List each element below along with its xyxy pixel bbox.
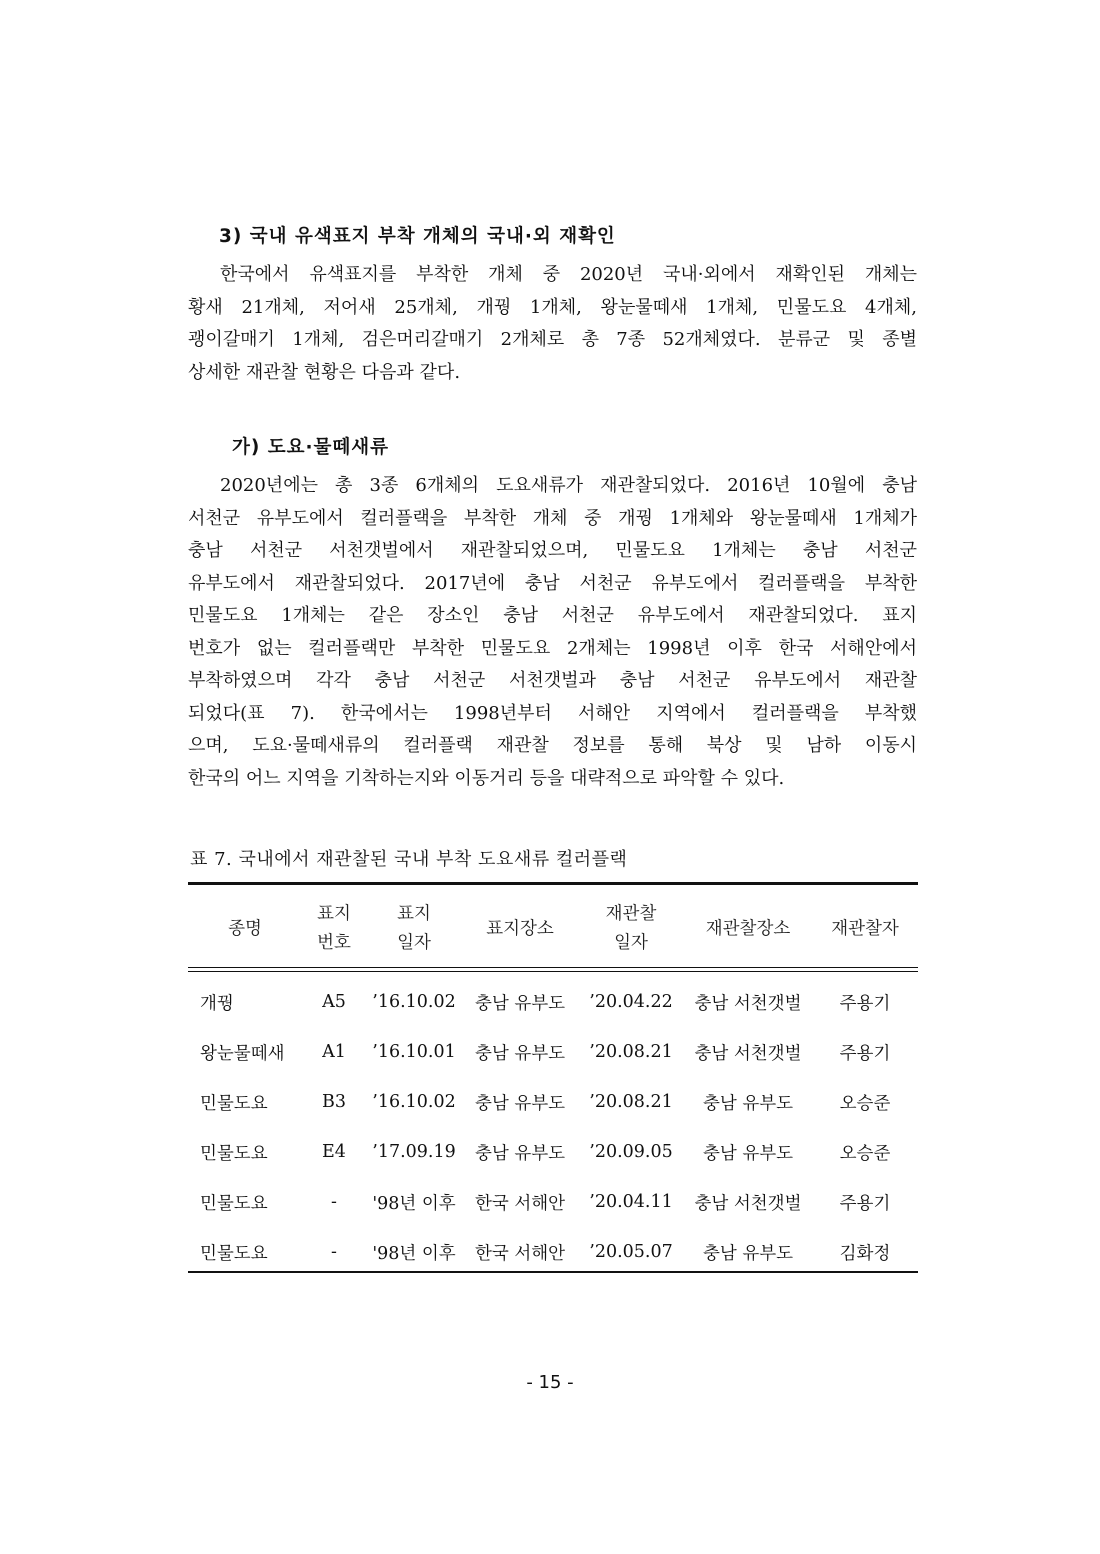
paragraph-line: 번호가 없는 컬러플랙만 부착한 민물도요 2개체는 1998년 이후 한국 서해안에서 xyxy=(188,637,917,659)
cell-species: 민물도요 xyxy=(200,1093,268,1114)
cell-resight-location: 충남 서천갯벌 xyxy=(694,1193,802,1214)
header-tag-date: 표지 일자 xyxy=(397,904,431,953)
cell-resight-location: 충남 유부도 xyxy=(702,1243,794,1264)
cell-species: 왕눈물떼새 xyxy=(200,1043,285,1064)
cell-resight-location: 충남 유부도 xyxy=(702,1093,794,1114)
cell-resight-date: ’20.08.21 xyxy=(589,1092,673,1112)
cell-resight-date: ’20.09.05 xyxy=(589,1142,673,1162)
subsection-heading: 가) 도요·물떼새류 xyxy=(232,437,390,458)
header-observer: 재관찰자 xyxy=(831,918,899,939)
cell-tag-date: ’16.10.02 xyxy=(372,1092,456,1112)
cell-observer: 오승준 xyxy=(839,1093,891,1114)
paragraph-line: 한국의 어느 지역을 기착하는지와 이동거리 등을 대략적으로 파악할 수 있다. xyxy=(188,767,785,789)
cell-tag-number: A5 xyxy=(322,992,346,1012)
table-row xyxy=(188,1177,918,1227)
recapture-table xyxy=(188,885,918,1277)
paragraph-line: 되었다(표 7). 한국에서는 1998년부터 서해안 지역에서 컬러플랙을 부착했 xyxy=(188,702,917,724)
paragraph-line: 충남 서천군 서천갯벌에서 재관찰되었으며, 민물도요 1개체는 충남 서천군 xyxy=(188,540,917,561)
cell-species: 민물도요 xyxy=(200,1143,268,1164)
table-caption: 표 7. 국내에서 재관찰된 국내 부착 도요새류 컬러플랙 xyxy=(190,849,628,870)
cell-observer: 주용기 xyxy=(839,993,891,1014)
header-resight-date: 재관찰 일자 xyxy=(605,904,657,953)
cell-observer: 주용기 xyxy=(839,1043,891,1064)
paragraph-line: 으며, 도요·물떼새류의 컬러플랙 재관찰 정보를 통해 북상 및 남하 이동시 xyxy=(188,735,917,756)
table-row xyxy=(188,977,918,1027)
cell-tag-number: E4 xyxy=(322,1142,346,1162)
cell-resight-location: 충남 유부도 xyxy=(702,1143,794,1164)
cell-tag-number: A1 xyxy=(322,1042,346,1062)
cell-resight-date: ’20.05.07 xyxy=(589,1242,673,1262)
cell-species: 개꿩 xyxy=(200,993,234,1014)
cell-tag-number: - xyxy=(331,1242,337,1262)
page-number: - 15 - xyxy=(526,1372,574,1393)
paragraph-line: 상세한 재관찰 현황은 다음과 같다. xyxy=(188,361,461,383)
cell-tag-date: ’17.09.19 xyxy=(372,1142,456,1162)
section-paragraph xyxy=(188,259,917,389)
header-tag-location: 표지장소 xyxy=(486,918,554,939)
table-row xyxy=(188,1077,918,1127)
cell-tag-location: 충남 유부도 xyxy=(474,1043,566,1064)
table-row xyxy=(188,1227,918,1277)
table-row xyxy=(188,1027,918,1077)
cell-tag-location: 한국 서해안 xyxy=(474,1243,566,1264)
paragraph-line: 부착하였으며 각각 충남 서천군 서천갯벌과 충남 서천군 유부도에서 재관찰 xyxy=(188,670,917,691)
paragraph-line: 서천군 유부도에서 컬러플랙을 부착한 개체 중 개꿩 1개체와 왕눈물떼새 1개체가 xyxy=(188,507,917,529)
cell-species: 민물도요 xyxy=(200,1193,268,1214)
table-header-row xyxy=(188,885,918,973)
cell-tag-location: 충남 유부도 xyxy=(474,1143,566,1164)
cell-resight-date: ’20.08.21 xyxy=(589,1042,673,1062)
cell-observer: 주용기 xyxy=(839,1193,891,1214)
cell-species: 민물도요 xyxy=(200,1243,268,1264)
paragraph-line: 민물도요 1개체는 같은 장소인 충남 서천군 유부도에서 재관찰되었다. 표지 xyxy=(188,605,917,626)
paragraph-line: 유부도에서 재관찰되었다. 2017년에 충남 서천군 유부도에서 컬러플랙을 부착한 xyxy=(188,572,917,594)
paragraph-line: 2020년에는 총 3종 6개체의 도요새류가 재관찰되었다. 2016년 10월에 충남 xyxy=(220,475,917,496)
cell-observer: 김화정 xyxy=(839,1243,891,1264)
paragraph-line: 한국에서 유색표지를 부착한 개체 중 2020년 국내·외에서 재확인된 개체는 xyxy=(220,264,917,285)
cell-tag-date: '98년 이후 xyxy=(372,1193,456,1214)
cell-tag-location: 충남 유부도 xyxy=(474,1093,566,1114)
header-resight-location: 재관찰장소 xyxy=(705,918,791,939)
cell-tag-number: - xyxy=(331,1192,337,1212)
header-species: 종명 xyxy=(228,918,262,939)
section-heading: 3) 국내 유색표지 부착 개체의 국내·외 재확인 xyxy=(219,226,616,247)
cell-tag-date: '98년 이후 xyxy=(372,1243,456,1264)
table-row xyxy=(188,1127,918,1177)
cell-tag-location: 충남 유부도 xyxy=(474,993,566,1014)
cell-resight-location: 충남 서천갯벌 xyxy=(694,993,802,1014)
header-tag-number: 표지 번호 xyxy=(317,904,351,953)
cell-resight-location: 충남 서천갯벌 xyxy=(694,1043,802,1064)
paragraph-line: 괭이갈매기 1개체, 검은머리갈매기 2개체로 총 7종 52개체였다. 분류군 및 종별 xyxy=(188,329,917,350)
paragraph-line: 황새 21개체, 저어새 25개체, 개꿩 1개체, 왕눈물떼새 1개체, 민물도요 4개체, xyxy=(188,296,917,318)
cell-resight-date: ’20.04.11 xyxy=(589,1192,673,1212)
cell-tag-location: 한국 서해안 xyxy=(474,1193,566,1214)
cell-tag-number: B3 xyxy=(322,1092,346,1112)
cell-resight-date: ’20.04.22 xyxy=(589,992,673,1012)
cell-observer: 오승준 xyxy=(839,1143,891,1164)
cell-tag-date: ’16.10.01 xyxy=(372,1042,456,1062)
cell-tag-date: ’16.10.02 xyxy=(372,992,456,1012)
subsection-paragraph xyxy=(188,470,917,795)
